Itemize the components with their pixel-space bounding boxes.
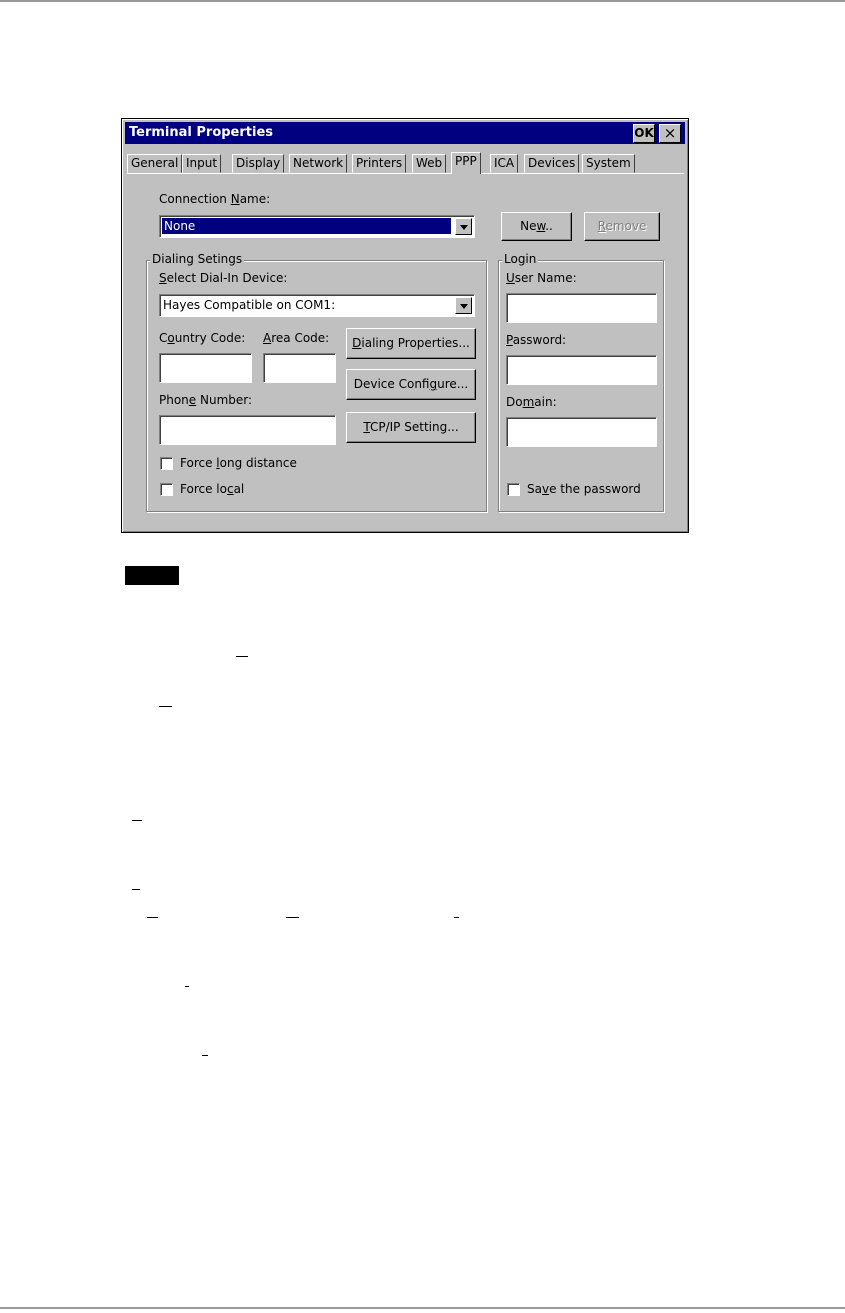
tab-system[interactable]: System (582, 154, 635, 173)
underline-mark (132, 820, 142, 821)
underline-mark (185, 986, 189, 987)
underline-mark (286, 917, 299, 918)
chevron-down-icon[interactable] (455, 218, 472, 235)
dial-in-device-value: Hayes Compatible on COM1: (163, 298, 336, 312)
ok-button[interactable]: OK (633, 124, 655, 143)
device-configure-button[interactable]: Device Configure... (346, 369, 476, 400)
underline-mark (132, 889, 140, 890)
login-legend: Login (504, 252, 537, 266)
phone-number-input[interactable] (159, 415, 336, 445)
password-input[interactable] (506, 355, 657, 385)
underline-mark (454, 917, 459, 918)
domain-label: Domain: (506, 395, 557, 409)
domain-input[interactable] (506, 417, 657, 447)
connection-name-value: None (162, 218, 451, 234)
force-long-distance-checkbox[interactable] (160, 457, 173, 470)
force-long-distance-label: Force long distance (180, 456, 297, 470)
dialing-properties-button[interactable]: Dialing Properties... (346, 328, 476, 359)
underline-mark (159, 706, 172, 707)
force-local-label: Force local (180, 482, 245, 496)
tcpip-setting-button[interactable]: TCP/IP Setting... (346, 412, 476, 443)
underline-mark (202, 1055, 208, 1056)
area-code-label: Area Code: (263, 331, 330, 345)
connection-name-label: Connection Name: (159, 192, 271, 206)
title-bar (125, 122, 685, 144)
user-name-input[interactable] (506, 293, 657, 323)
tab-printers[interactable]: Printers (352, 154, 406, 173)
tab-strip (127, 152, 687, 174)
country-code-label: Country Code: (159, 331, 246, 345)
window-title: Terminal Properties (129, 125, 274, 140)
tab-ica[interactable]: ICA (490, 154, 518, 173)
tab-ppp[interactable]: PPP (451, 152, 481, 174)
page-top-rule (0, 0, 845, 2)
tab-network[interactable]: Network (289, 154, 347, 173)
new-button[interactable]: New.. (501, 212, 572, 241)
tab-devices[interactable]: Devices (524, 154, 579, 173)
page-bottom-rule (0, 1307, 845, 1309)
save-password-label: Save the password (527, 482, 641, 496)
area-code-input[interactable] (263, 353, 336, 383)
phone-number-label: Phone Number: (159, 393, 253, 407)
underline-mark (147, 917, 158, 918)
redaction-bar (125, 566, 179, 585)
save-password-checkbox[interactable] (507, 483, 520, 496)
tab-divider (127, 173, 684, 174)
tab-input[interactable]: Input (182, 154, 221, 173)
force-local-checkbox[interactable] (160, 483, 173, 496)
select-device-label: Select Dial-In Device: (159, 271, 288, 285)
user-name-label: User Name: (506, 271, 577, 285)
chevron-down-icon[interactable] (455, 297, 472, 314)
connection-name-dropdown[interactable] (159, 215, 475, 238)
tab-display[interactable]: Display (232, 154, 284, 173)
dialing-settings-legend: Dialing Setings (152, 252, 243, 266)
close-button[interactable]: × (659, 124, 681, 143)
tab-general[interactable]: General (127, 154, 182, 173)
country-code-input[interactable] (159, 353, 252, 383)
password-label: Password: (506, 333, 567, 347)
dial-in-device-dropdown[interactable] (159, 294, 475, 317)
tab-web[interactable]: Web (412, 154, 446, 173)
underline-mark (236, 656, 248, 657)
remove-button[interactable]: Remove (584, 212, 660, 241)
terminal-properties-window (121, 118, 689, 533)
